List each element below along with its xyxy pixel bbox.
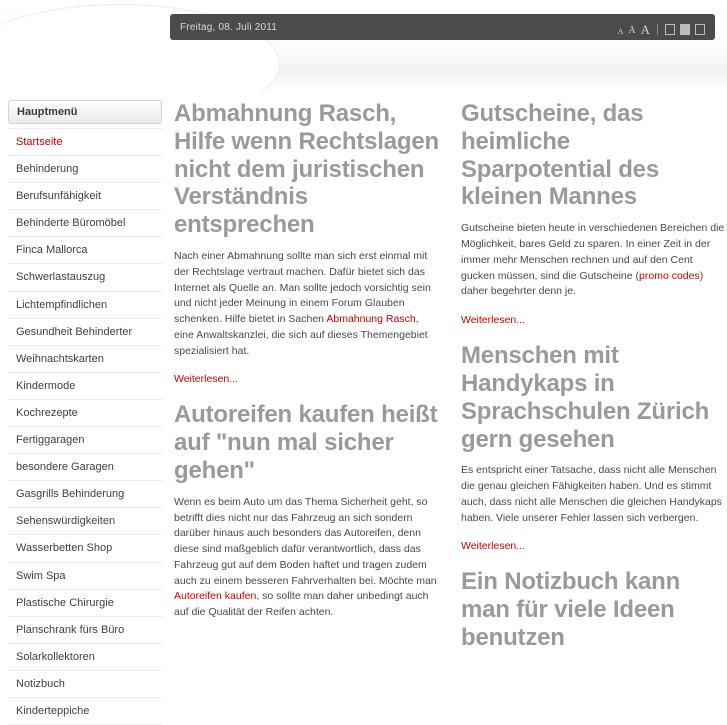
sidebar-item-solarkollektoren[interactable]: Solarkollektoren [8,644,162,671]
font-size-medium-button[interactable]: A [628,25,636,36]
sidebar-item-besondere-garagen[interactable]: besondere Garagen [8,454,162,481]
article-column-left [174,100,439,725]
read-more-link[interactable]: Weiterlesen... [174,373,238,386]
sidebar-item-schwerlastauszug[interactable]: Schwerlastauszug [8,264,162,291]
sidebar-item-startseite[interactable]: Startseite [8,129,162,156]
sidebar-item-sehenswuerdigkeiten[interactable]: Sehenswürdigkeiten [8,508,162,535]
article-column-right [461,100,726,725]
article-body [174,249,439,359]
sidebar-item-swim-spa[interactable]: Swim Spa [8,563,162,590]
main-content [162,100,727,725]
article-autoreifen-kaufen [174,401,439,620]
article-body-text: Gutscheine bieten heute in verschiedenen Bereichen die Möglichkeit, bares Geld zu sparen. In einer Zeit in der immer mehr Menschen rechnen und auf den Cent gucken müssen, sind die Gutscheine ( [461,222,725,282]
sidebar [0,100,162,725]
article-title[interactable]: Abmahnung Rasch, Hilfe wenn Rechtslagen nicht dem juristischen Verständnis entsprechen [174,100,439,239]
article-notizbuch [461,568,726,651]
sidebar-item-wasserbetten-shop[interactable]: Wasserbetten Shop [8,535,162,562]
article-sprachschulen-zuerich [461,342,726,568]
article-body-text-tail: , so sollte man daher unbedingt auch auf die Qualität der Reifen achten. [174,590,429,619]
site-header [0,0,727,92]
sidebar-item-notizbuch[interactable]: Notizbuch [8,671,162,698]
article-title[interactable]: Menschen mit Handykaps in Sprachschulen Zürich gern gesehen [461,342,710,453]
layout-fluid-icon[interactable] [695,24,705,35]
article-body-text: Wenn es beim Auto um das Thema Sicherheit geht, so betrifft dies nicht nur das Fahrzeug an sich sondern darüber hinaus auch besonders das Autoreifen, denn diese sind maßgeblich dafür verantwortlich, dass das Fahrzeug gut auf dem Boden haftet und tragen zudem auch zu einem besseren Fahrverhalten bei. Möchte man [174,495,437,587]
sidebar-menu [8,128,162,725]
article-body [461,221,726,300]
sidebar-item-gesundheit-behinderter[interactable]: Gesundheit Behinderter [8,319,162,346]
toolbar-tools [618,18,705,36]
layout-narrow-icon[interactable] [680,24,690,35]
sidebar-item-kinderteppiche[interactable]: Kinderteppiche [8,698,162,725]
article-body-text-tail: ) daher begehrter denn je. [461,269,704,298]
top-toolbar [170,14,715,40]
article-body-text: Nach einer Abmahnung sollte man sich erst einmal mit der Rechtslage vertraut machen. Dafür bietet sich das Internet als Quelle an. Man sollte jedoch vorsichtig sein und nicht jeder Meinung in einem Forum Glauben schenken. Hilfe bietet in Sachen [174,250,431,326]
article-body [174,495,439,621]
article-title[interactable]: Ein Notizbuch kann man für viele Ideen benutzen [461,568,681,652]
sidebar-item-gasgrills-behinderung[interactable]: Gasgrills Behinderung [8,481,162,508]
current-date: Freitag, 08. Juli 2011 [180,21,278,33]
sidebar-item-plastische-chirurgie[interactable]: Plastische Chirurgie [8,590,162,617]
font-size-large-button[interactable]: A [640,22,650,37]
read-more-link[interactable]: Weiterlesen... [461,314,525,327]
article-inline-link[interactable]: Autoreifen kaufen [174,590,257,603]
sidebar-item-lichtempfindlichen[interactable]: Lichtempfindlichen [8,292,162,319]
layout-wide-icon[interactable] [665,24,675,35]
article-inline-link[interactable]: promo codes [639,269,700,282]
sidebar-item-planschrank-fuers-buero[interactable]: Planschrank fürs Büro [8,617,162,644]
article-title[interactable]: Autoreifen kaufen heißt auf "nun mal sicher gehen" [174,401,438,485]
sidebar-item-finca-mallorca[interactable]: Finca Mallorca [8,237,162,264]
article-body-text-tail: , eine Anwaltskanzlei, die sich auf dieses Themengebiet spezialisiert hat. [174,313,428,357]
sidebar-item-berufsunfaehigkeit[interactable]: Berufsunfähigkeit [8,183,162,210]
sidebar-item-kochrezepte[interactable]: Kochrezepte [8,400,162,427]
sidebar-title: Hauptmenü [8,100,162,124]
sidebar-item-kindermode[interactable]: Kindermode [8,373,162,400]
sidebar-item-fertiggaragen[interactable]: Fertiggaragen [8,427,162,454]
article-body: Es entspricht einer Tatsache, dass nicht alle Menschen die genau gleichen Fähigkeiten haben. Und es stimmt auch, dass nicht alle Menschen die gleichen Handykaps haben. Viele unserer Fehler lassen sich verbergen. [461,464,722,524]
article-abmahnung-rasch [174,100,439,401]
article-title[interactable]: Gutscheine, das heimliche Sparpotential des kleinen Mannes [461,100,659,211]
article-inline-link[interactable]: Abmahnung Rasch [326,313,416,326]
article-gutscheine [461,100,726,342]
font-size-small-button[interactable]: A [617,27,624,36]
toolbar-divider [657,24,658,35]
page-body [0,92,727,725]
sidebar-item-behinderte-bueromoebel[interactable]: Behinderte Büromöbel [8,210,162,237]
read-more-link[interactable]: Weiterlesen... [461,540,525,553]
sidebar-item-behinderung[interactable]: Behinderung [8,156,162,183]
sidebar-item-weihnachtskarten[interactable]: Weihnachtskarten [8,346,162,373]
